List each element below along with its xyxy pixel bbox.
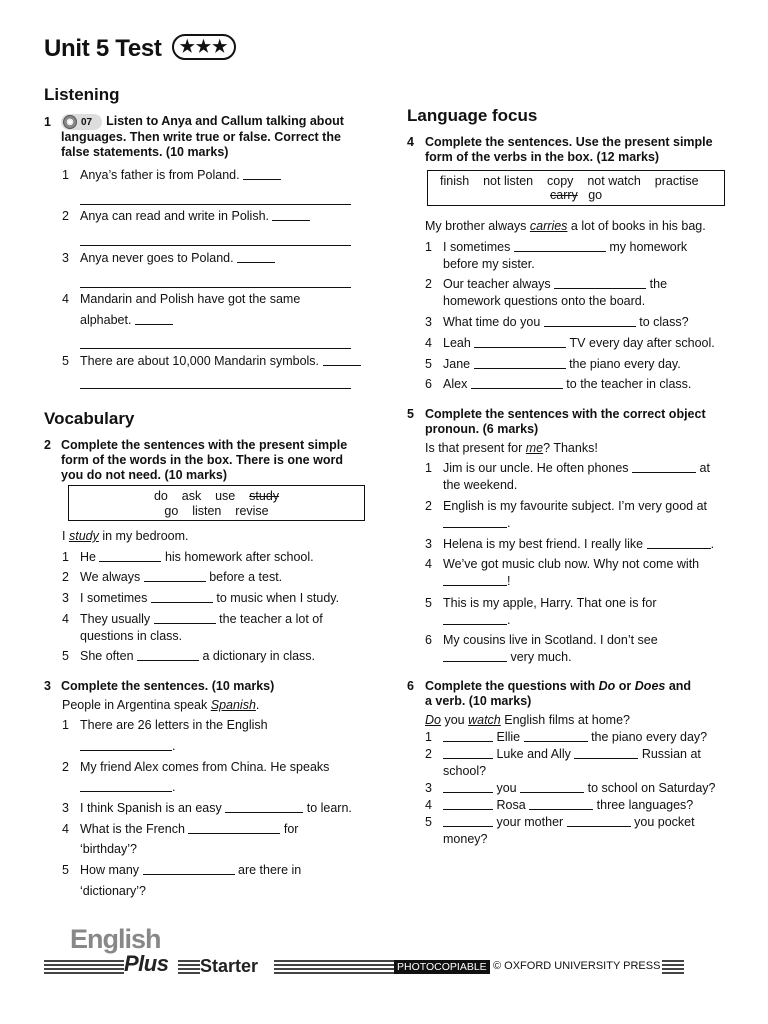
answer-blank[interactable] — [443, 515, 507, 528]
q6-example: Do you watch English films at home? — [425, 713, 631, 727]
q1-instructions: ◉ 07 Listen to Anya and Callum talking about languages. Then write true or false. Correct the false statements. (10 marks) — [61, 114, 344, 159]
q5-item-5: 5 This is my apple, Harry. That one is for — [425, 596, 657, 610]
answer-blank[interactable] — [443, 612, 507, 625]
footer-rule-end — [662, 960, 684, 974]
footer-rule-mid — [178, 960, 200, 974]
q5-example: Is that present for me? Thanks! — [425, 441, 598, 455]
answer-line[interactable] — [80, 376, 351, 389]
answer-blank[interactable] — [154, 611, 216, 624]
answer-blank[interactable] — [443, 797, 493, 810]
answer-blank[interactable] — [647, 536, 711, 549]
answer-blank[interactable] — [524, 729, 588, 742]
q4-item-1-cont: before my sister. — [443, 257, 535, 271]
answer-blank[interactable] — [144, 569, 206, 582]
answer-line[interactable] — [80, 233, 351, 246]
answer-blank[interactable] — [520, 780, 584, 793]
answer-blank[interactable] — [272, 208, 310, 221]
q2-item-1: 1 He his homework after school. — [62, 550, 314, 564]
q1-item-4: 4 Mandarin and Polish have got the same — [62, 292, 301, 306]
q1-item-5: 5 There are about 10,000 Mandarin symbols. — [62, 353, 367, 370]
q5-item-4-cont: ! — [443, 573, 510, 590]
q6-item-1: 1 Ellie the piano every day? — [425, 730, 708, 744]
language-focus-heading: Language focus — [407, 106, 538, 125]
cd-icon: ◉ — [63, 115, 77, 129]
logo-english: English — [70, 924, 161, 954]
answer-blank[interactable] — [514, 239, 606, 252]
q3-item-5-cont: ‘dictionary’? — [80, 884, 147, 898]
q3-item-3: 3 I think Spanish is an easy to learn. — [62, 801, 352, 815]
q2-item-4-cont: questions in class. — [80, 629, 183, 643]
q6-item-2: 2 Luke and Ally Russian at — [425, 747, 701, 761]
answer-blank[interactable] — [443, 746, 493, 759]
q4-item-1: 1 I sometimes my homework — [425, 240, 688, 254]
q4-item-2-cont: homework questions onto the board. — [443, 294, 646, 308]
q3-item-4-cont: ‘birthday’? — [80, 842, 137, 856]
q1-number: 1 — [44, 115, 51, 129]
q5-item-6: 6 My cousins live in Scotland. I don’t see — [425, 633, 658, 647]
q4-example: My brother always carries a lot of books in his bag. — [425, 219, 706, 233]
answer-blank[interactable] — [529, 797, 593, 810]
q4-item-6: 6 Alex to the teacher in class. — [425, 377, 692, 391]
answer-blank[interactable] — [188, 821, 280, 834]
q6-item-5-cont: money? — [443, 832, 488, 846]
q1-item-4-cont: alphabet. — [80, 312, 173, 329]
answer-blank[interactable] — [443, 780, 493, 793]
page-title — [44, 34, 236, 63]
answer-blank[interactable] — [443, 573, 507, 586]
q5-item-5-cont: . — [443, 612, 510, 629]
answer-blank[interactable] — [471, 376, 563, 389]
q3-item-2: 2 My friend Alex comes from China. He speaks — [62, 760, 330, 774]
q4-item-4: 4 Leah TV every day after school. — [425, 336, 715, 350]
q2-instructions: Complete the sentences with the present simple form of the words in the box. There is one word you do not need. (10 marks) — [61, 438, 348, 482]
answer-blank[interactable] — [443, 649, 507, 662]
q2-item-3: 3 I sometimes to music when I study. — [62, 591, 340, 605]
answer-blank[interactable] — [567, 814, 631, 827]
q2-item-4: 4 They usually the teacher a lot of — [62, 612, 323, 626]
q3-item-1-cont: . — [80, 738, 175, 755]
answer-blank[interactable] — [323, 353, 361, 366]
q6-item-5: 5 your mother you pocket — [425, 815, 695, 829]
logo-plus: Plus — [124, 951, 169, 976]
q4-number: 4 — [407, 135, 414, 149]
q5-item-4: 4 We’ve got music club now. Why not come with — [425, 557, 700, 571]
q3-item-4: 4 What is the French for — [62, 822, 299, 836]
q6-item-4: 4 Rosa three languages? — [425, 798, 694, 812]
answer-line[interactable] — [80, 192, 351, 205]
answer-line[interactable] — [80, 275, 351, 288]
answer-line[interactable] — [80, 336, 351, 349]
q1-item-3: 3 Anya never goes to Poland. — [62, 250, 362, 267]
q3-item-1: 1 There are 26 letters in the English — [62, 718, 268, 732]
footer — [44, 920, 684, 978]
q2-number: 2 — [44, 438, 51, 452]
q5-item-1-cont: the weekend. — [443, 478, 518, 492]
answer-blank[interactable] — [574, 746, 638, 759]
answer-blank[interactable] — [99, 549, 161, 562]
q4-item-2: 2 Our teacher always the — [425, 277, 668, 291]
q4-word-box: finish not listen copy not watch practise carry go — [427, 170, 725, 206]
answer-blank[interactable] — [443, 729, 493, 742]
q6-item-2-cont: school? — [443, 764, 487, 778]
q3-example: People in Argentina speak Spanish. — [62, 698, 260, 712]
difficulty-stars-icon: ★★★ — [172, 34, 237, 60]
q4-instructions: Complete the sentences. Use the present simple form of the verbs in the box. (12 marks) — [425, 135, 713, 164]
q2-item-5: 5 She often a dictionary in class. — [62, 649, 316, 663]
logo-starter: Starter — [200, 956, 259, 976]
audio-track-badge[interactable]: ◉ 07 — [61, 114, 102, 130]
q5-item-2-cont: . — [443, 515, 510, 532]
answer-blank[interactable] — [474, 356, 566, 369]
q1-item-1: 1 Anya’s father is from Poland. — [62, 167, 362, 184]
q5-item-2: 2 English is my favourite subject. I’m very good at — [425, 499, 708, 513]
struck-word: study — [249, 489, 280, 503]
footer-rule-left — [44, 960, 124, 974]
photocopiable-badge: PHOTOCOPIABLE — [394, 960, 490, 974]
answer-blank[interactable] — [554, 276, 646, 289]
q2-example: I study in my bedroom. — [62, 529, 189, 543]
answer-blank[interactable] — [544, 314, 636, 327]
q4-item-3: 3 What time do you to class? — [425, 315, 689, 329]
answer-blank[interactable] — [237, 250, 275, 263]
q6-instructions: Complete the questions with Do or Does and a verb. (10 marks) — [425, 679, 692, 708]
answer-blank[interactable] — [443, 814, 493, 827]
answer-blank[interactable] — [151, 590, 213, 603]
answer-blank[interactable] — [137, 648, 199, 661]
q3-instructions: Complete the sentences. (10 marks) — [61, 679, 275, 693]
q5-item-6-cont: very much. — [443, 649, 572, 666]
q3-item-5: 5 How many are there in — [62, 863, 302, 877]
q5-item-3: 3 Helena is my best friend. I really like . — [425, 537, 715, 551]
footer-rule-right — [274, 960, 394, 974]
answer-blank[interactable] — [243, 167, 281, 180]
q5-instructions: Complete the sentences with the correct object pronoun. (6 marks) — [425, 407, 706, 436]
q2-item-2: 2 We always before a test. — [62, 570, 283, 584]
title-text: Unit 5 Test — [44, 35, 162, 62]
answer-blank[interactable] — [474, 335, 566, 348]
answer-blank[interactable] — [80, 779, 172, 792]
q3-item-2-cont: . — [80, 779, 175, 796]
copyright: © OXFORD UNIVERSITY PRESS — [493, 960, 661, 972]
answer-blank[interactable] — [632, 460, 696, 473]
answer-blank[interactable] — [135, 312, 173, 325]
vocabulary-heading: Vocabulary — [44, 409, 135, 428]
answer-blank[interactable] — [225, 800, 303, 813]
q3-number: 3 — [44, 679, 51, 693]
q6-item-3: 3 you to school on Saturday? — [425, 781, 716, 795]
q6-number: 6 — [407, 679, 414, 693]
answer-blank[interactable] — [80, 738, 172, 751]
q2-word-box: do ask use study go listen revise — [68, 485, 365, 521]
answer-blank[interactable] — [143, 862, 235, 875]
q5-item-1: 1 Jim is our uncle. He often phones at — [425, 461, 710, 475]
listening-heading: Listening — [44, 85, 120, 104]
struck-word: carry — [550, 188, 578, 202]
q1-item-2: 2 Anya can read and write in Polish. — [62, 208, 362, 225]
q5-number: 5 — [407, 407, 414, 421]
q4-item-5: 5 Jane the piano every day. — [425, 357, 681, 371]
